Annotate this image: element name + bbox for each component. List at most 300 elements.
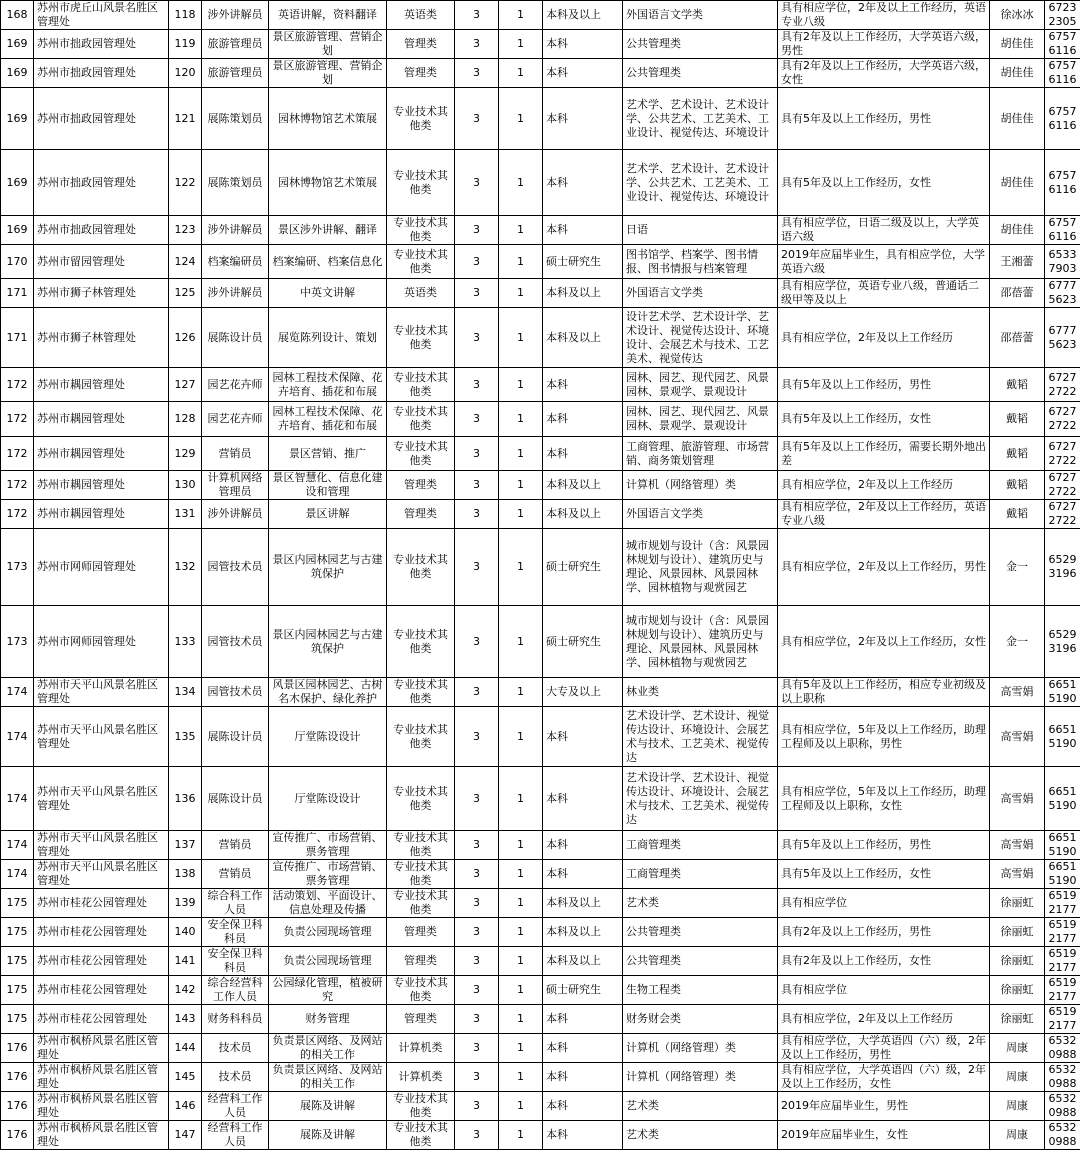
cell-count: 1 xyxy=(499,947,543,976)
cell-other: 具有相应学位 xyxy=(778,976,990,1005)
cell-contact: 金一 xyxy=(990,606,1045,678)
cell-unit: 苏州市拙政园管理处 xyxy=(34,30,169,59)
cell-duty: 活动策划、平面设计、信息处理及传播 xyxy=(269,889,387,918)
cell-contact: 胡佳佳 xyxy=(990,150,1045,216)
cell-edu: 本科及以上 xyxy=(543,500,623,529)
cell-unit: 苏州市枫桥风景名胜区管理处 xyxy=(34,1092,169,1121)
cell-ratio: 3 xyxy=(455,245,499,279)
cell-major: 公共管理类 xyxy=(623,59,778,88)
cell-other: 具有5年及以上工作经历，男性 xyxy=(778,368,990,402)
cell-pos-name: 涉外讲解员 xyxy=(202,216,269,245)
cell-pos-no: 144 xyxy=(169,1034,202,1063)
cell-count: 1 xyxy=(499,1092,543,1121)
cell-duty: 负责公园现场管理 xyxy=(269,918,387,947)
cell-category: 专业技术其他类 xyxy=(387,831,455,860)
cell-ratio: 3 xyxy=(455,59,499,88)
cell-ratio: 3 xyxy=(455,437,499,471)
cell-major: 艺术学、艺术设计、艺术设计学、公共艺术、工艺美术、工业设计、视觉传达、环境设计 xyxy=(623,88,778,150)
cell-major: 园林、园艺、现代园艺、风景园林、景观学、景观设计 xyxy=(623,402,778,437)
cell-edu: 本科 xyxy=(543,59,623,88)
cell-count: 1 xyxy=(499,1005,543,1034)
cell-count: 1 xyxy=(499,500,543,529)
cell-phone: 66515190 xyxy=(1045,678,1080,707)
table-row xyxy=(1,889,1080,918)
cell-duty: 景区营销、推广 xyxy=(269,437,387,471)
cell-pos-name: 展陈设计员 xyxy=(202,767,269,831)
cell-ratio: 3 xyxy=(455,678,499,707)
cell-count: 1 xyxy=(499,529,543,606)
cell-code: 175 xyxy=(1,947,34,976)
cell-pos-no: 132 xyxy=(169,529,202,606)
cell-other: 具有相应学位，2年及以上工作经历 xyxy=(778,1005,990,1034)
cell-unit: 苏州市留园管理处 xyxy=(34,245,169,279)
table-row xyxy=(1,529,1080,606)
cell-pos-no: 128 xyxy=(169,402,202,437)
cell-other: 具有5年及以上工作经历，需要长期外地出差 xyxy=(778,437,990,471)
cell-code: 173 xyxy=(1,529,34,606)
cell-contact: 高雪娟 xyxy=(990,678,1045,707)
cell-edu: 本科 xyxy=(543,767,623,831)
cell-duty: 园林博物馆艺术策展 xyxy=(269,88,387,150)
cell-edu: 本科及以上 xyxy=(543,471,623,500)
cell-contact: 徐冰冰 xyxy=(990,1,1045,30)
cell-pos-no: 136 xyxy=(169,767,202,831)
cell-category: 管理类 xyxy=(387,59,455,88)
table-row xyxy=(1,471,1080,500)
table-row xyxy=(1,947,1080,976)
cell-pos-no: 123 xyxy=(169,216,202,245)
cell-unit: 苏州市桂花公园管理处 xyxy=(34,976,169,1005)
cell-phone: 66515190 xyxy=(1045,831,1080,860)
cell-phone: 65192177 xyxy=(1045,1005,1080,1034)
cell-duty: 负责公园现场管理 xyxy=(269,947,387,976)
cell-count: 1 xyxy=(499,308,543,368)
cell-pos-no: 137 xyxy=(169,831,202,860)
cell-contact: 周康 xyxy=(990,1034,1045,1063)
cell-other: 具有相应学位，2年及以上工作经历，英语专业八级 xyxy=(778,500,990,529)
cell-contact: 徐丽虹 xyxy=(990,976,1045,1005)
cell-pos-name: 展陈策划员 xyxy=(202,88,269,150)
cell-pos-name: 综合经营科工作人员 xyxy=(202,976,269,1005)
cell-phone: 66515190 xyxy=(1045,860,1080,889)
cell-contact: 王湘蕾 xyxy=(990,245,1045,279)
table-row xyxy=(1,150,1080,216)
cell-pos-name: 园管技术员 xyxy=(202,606,269,678)
cell-major: 工商管理类 xyxy=(623,831,778,860)
cell-major: 园林、园艺、现代园艺、风景园林、景观学、景观设计 xyxy=(623,368,778,402)
cell-pos-name: 旅游管理员 xyxy=(202,30,269,59)
cell-category: 管理类 xyxy=(387,947,455,976)
cell-category: 管理类 xyxy=(387,500,455,529)
cell-major: 城市规划与设计（含：风景园林规划与设计）、建筑历史与理论、风景园林、风景园林学、园林植物与观赏园艺 xyxy=(623,606,778,678)
cell-code: 176 xyxy=(1,1063,34,1092)
cell-code: 172 xyxy=(1,402,34,437)
cell-contact: 高雪娟 xyxy=(990,831,1045,860)
cell-other: 具有相应学位，5年及以上工作经历，助理工程师及以上职称，女性 xyxy=(778,767,990,831)
table-row xyxy=(1,437,1080,471)
cell-pos-no: 139 xyxy=(169,889,202,918)
cell-code: 174 xyxy=(1,707,34,767)
cell-pos-no: 125 xyxy=(169,279,202,308)
cell-contact: 徐丽虹 xyxy=(990,947,1045,976)
cell-other: 具有相应学位，大学英语四（六）级，2年及以上工作经历，女性 xyxy=(778,1063,990,1092)
cell-code: 172 xyxy=(1,368,34,402)
cell-major: 外国语言文学类 xyxy=(623,279,778,308)
cell-other: 具有5年及以上工作经历，男性 xyxy=(778,88,990,150)
cell-unit: 苏州市拙政园管理处 xyxy=(34,216,169,245)
cell-code: 176 xyxy=(1,1034,34,1063)
cell-contact: 胡佳佳 xyxy=(990,216,1045,245)
cell-category: 管理类 xyxy=(387,471,455,500)
table-row xyxy=(1,606,1080,678)
table-row xyxy=(1,279,1080,308)
cell-edu: 本科 xyxy=(543,30,623,59)
cell-edu: 本科 xyxy=(543,1005,623,1034)
cell-code: 175 xyxy=(1,1005,34,1034)
cell-category: 专业技术其他类 xyxy=(387,707,455,767)
cell-pos-no: 124 xyxy=(169,245,202,279)
cell-pos-name: 园艺花卉师 xyxy=(202,402,269,437)
cell-category: 专业技术其他类 xyxy=(387,1092,455,1121)
cell-pos-no: 129 xyxy=(169,437,202,471)
cell-other: 具有相应学位，大学英语四（六）级，2年及以上工作经历，男性 xyxy=(778,1034,990,1063)
cell-pos-no: 130 xyxy=(169,471,202,500)
cell-count: 1 xyxy=(499,402,543,437)
cell-category: 专业技术其他类 xyxy=(387,437,455,471)
cell-major: 日语 xyxy=(623,216,778,245)
cell-code: 173 xyxy=(1,606,34,678)
cell-major: 艺术类 xyxy=(623,1121,778,1150)
cell-phone: 65320988 xyxy=(1045,1034,1080,1063)
cell-edu: 本科 xyxy=(543,402,623,437)
cell-major: 艺术类 xyxy=(623,1092,778,1121)
cell-duty: 展陈及讲解 xyxy=(269,1121,387,1150)
cell-edu: 硕士研究生 xyxy=(543,529,623,606)
cell-pos-no: 120 xyxy=(169,59,202,88)
cell-count: 1 xyxy=(499,279,543,308)
cell-phone: 65320988 xyxy=(1045,1121,1080,1150)
cell-code: 169 xyxy=(1,88,34,150)
cell-category: 管理类 xyxy=(387,1005,455,1034)
cell-phone: 67272722 xyxy=(1045,368,1080,402)
cell-count: 1 xyxy=(499,918,543,947)
cell-pos-name: 财务科科员 xyxy=(202,1005,269,1034)
table-row xyxy=(1,767,1080,831)
cell-category: 专业技术其他类 xyxy=(387,606,455,678)
cell-pos-no: 134 xyxy=(169,678,202,707)
cell-contact: 邵蓓蕾 xyxy=(990,308,1045,368)
cell-category: 专业技术其他类 xyxy=(387,767,455,831)
cell-category: 专业技术其他类 xyxy=(387,216,455,245)
cell-count: 1 xyxy=(499,767,543,831)
cell-other: 具有2年及以上工作经历，大学英语六级，女性 xyxy=(778,59,990,88)
cell-pos-no: 146 xyxy=(169,1092,202,1121)
cell-phone: 65192177 xyxy=(1045,947,1080,976)
cell-other: 具有相应学位，英语专业八级，普通话二级甲等及以上 xyxy=(778,279,990,308)
cell-pos-name: 经营科工作人员 xyxy=(202,1092,269,1121)
cell-ratio: 3 xyxy=(455,767,499,831)
cell-edu: 本科 xyxy=(543,1063,623,1092)
cell-major: 公共管理类 xyxy=(623,918,778,947)
cell-major: 艺术类 xyxy=(623,889,778,918)
cell-pos-name: 园艺花卉师 xyxy=(202,368,269,402)
cell-ratio: 3 xyxy=(455,1,499,30)
cell-phone: 65337903 xyxy=(1045,245,1080,279)
cell-ratio: 3 xyxy=(455,1121,499,1150)
cell-contact: 戴韬 xyxy=(990,368,1045,402)
cell-edu: 本科 xyxy=(543,437,623,471)
cell-unit: 苏州市网师园管理处 xyxy=(34,606,169,678)
cell-phone: 65293196 xyxy=(1045,529,1080,606)
cell-duty: 园林博物馆艺术策展 xyxy=(269,150,387,216)
cell-other: 具有相应学位，2年及以上工作经历 xyxy=(778,471,990,500)
table-row xyxy=(1,245,1080,279)
cell-pos-no: 122 xyxy=(169,150,202,216)
cell-unit: 苏州市拙政园管理处 xyxy=(34,59,169,88)
cell-contact: 高雪娟 xyxy=(990,767,1045,831)
cell-contact: 徐丽虹 xyxy=(990,889,1045,918)
cell-code: 174 xyxy=(1,678,34,707)
table-row xyxy=(1,976,1080,1005)
cell-pos-no: 142 xyxy=(169,976,202,1005)
cell-unit: 苏州市耦园管理处 xyxy=(34,402,169,437)
cell-contact: 周康 xyxy=(990,1121,1045,1150)
cell-phone: 66515190 xyxy=(1045,707,1080,767)
cell-duty: 园林工程技术保障、花卉培育、插花和布展 xyxy=(269,402,387,437)
cell-pos-no: 119 xyxy=(169,30,202,59)
cell-ratio: 3 xyxy=(455,976,499,1005)
cell-phone: 67272722 xyxy=(1045,402,1080,437)
cell-code: 169 xyxy=(1,150,34,216)
cell-other: 2019年应届毕业生，女性 xyxy=(778,1121,990,1150)
cell-unit: 苏州市天平山风景名胜区管理处 xyxy=(34,831,169,860)
cell-category: 专业技术其他类 xyxy=(387,889,455,918)
cell-edu: 本科 xyxy=(543,368,623,402)
cell-code: 176 xyxy=(1,1121,34,1150)
cell-contact: 周康 xyxy=(990,1063,1045,1092)
table-body xyxy=(1,1,1080,1150)
cell-duty: 负责景区网络、及网站的相关工作 xyxy=(269,1034,387,1063)
cell-edu: 本科及以上 xyxy=(543,947,623,976)
cell-major: 生物工程类 xyxy=(623,976,778,1005)
cell-contact: 徐丽虹 xyxy=(990,918,1045,947)
cell-category: 计算机类 xyxy=(387,1034,455,1063)
cell-code: 174 xyxy=(1,831,34,860)
cell-duty: 景区讲解 xyxy=(269,500,387,529)
cell-count: 1 xyxy=(499,1063,543,1092)
cell-major: 外国语言文学类 xyxy=(623,1,778,30)
cell-edu: 硕士研究生 xyxy=(543,606,623,678)
cell-code: 168 xyxy=(1,1,34,30)
cell-unit: 苏州市拙政园管理处 xyxy=(34,150,169,216)
cell-code: 174 xyxy=(1,767,34,831)
cell-phone: 65320988 xyxy=(1045,1063,1080,1092)
table-row xyxy=(1,88,1080,150)
cell-phone: 65192177 xyxy=(1045,976,1080,1005)
cell-duty: 英语讲解，资料翻译 xyxy=(269,1,387,30)
cell-count: 1 xyxy=(499,1034,543,1063)
cell-other: 具有2年及以上工作经历，大学英语六级，男性 xyxy=(778,30,990,59)
cell-category: 专业技术其他类 xyxy=(387,860,455,889)
cell-unit: 苏州市天平山风景名胜区管理处 xyxy=(34,767,169,831)
cell-duty: 负责景区网络、及网站的相关工作 xyxy=(269,1063,387,1092)
cell-pos-name: 涉外讲解员 xyxy=(202,500,269,529)
cell-ratio: 3 xyxy=(455,279,499,308)
cell-other: 具有5年及以上工作经历，女性 xyxy=(778,402,990,437)
table-row xyxy=(1,1034,1080,1063)
cell-major: 图书馆学、档案学、图书情报、图书情报与档案管理 xyxy=(623,245,778,279)
cell-ratio: 3 xyxy=(455,947,499,976)
cell-ratio: 3 xyxy=(455,368,499,402)
cell-contact: 戴韬 xyxy=(990,471,1045,500)
cell-code: 169 xyxy=(1,30,34,59)
cell-count: 1 xyxy=(499,1,543,30)
cell-pos-name: 技术员 xyxy=(202,1063,269,1092)
cell-unit: 苏州市桂花公园管理处 xyxy=(34,947,169,976)
cell-other: 具有相应学位 xyxy=(778,889,990,918)
cell-ratio: 3 xyxy=(455,1005,499,1034)
cell-pos-name: 展陈设计员 xyxy=(202,707,269,767)
cell-unit: 苏州市桂花公园管理处 xyxy=(34,1005,169,1034)
cell-duty: 园林工程技术保障、花卉培育、插花和布展 xyxy=(269,368,387,402)
cell-contact: 金一 xyxy=(990,529,1045,606)
cell-contact: 周康 xyxy=(990,1092,1045,1121)
cell-edu: 本科 xyxy=(543,150,623,216)
cell-ratio: 3 xyxy=(455,831,499,860)
cell-code: 175 xyxy=(1,976,34,1005)
cell-ratio: 3 xyxy=(455,500,499,529)
cell-category: 专业技术其他类 xyxy=(387,150,455,216)
cell-contact: 徐丽虹 xyxy=(990,1005,1045,1034)
cell-code: 171 xyxy=(1,279,34,308)
cell-code: 172 xyxy=(1,500,34,529)
cell-code: 170 xyxy=(1,245,34,279)
cell-phone: 65293196 xyxy=(1045,606,1080,678)
cell-other: 2019年应届毕业生，具有相应学位，大学英语六级 xyxy=(778,245,990,279)
cell-duty: 风景区园林园艺、古树名木保护、绿化养护 xyxy=(269,678,387,707)
table-row xyxy=(1,1121,1080,1150)
cell-category: 管理类 xyxy=(387,30,455,59)
cell-unit: 苏州市枫桥风景名胜区管理处 xyxy=(34,1121,169,1150)
cell-edu: 本科及以上 xyxy=(543,1,623,30)
cell-ratio: 3 xyxy=(455,1034,499,1063)
cell-ratio: 3 xyxy=(455,1063,499,1092)
cell-duty: 展陈及讲解 xyxy=(269,1092,387,1121)
cell-contact: 邵蓓蕾 xyxy=(990,279,1045,308)
table-row xyxy=(1,831,1080,860)
cell-duty: 厅堂陈设设计 xyxy=(269,707,387,767)
table-row xyxy=(1,1005,1080,1034)
cell-phone: 67775623 xyxy=(1045,279,1080,308)
cell-edu: 本科及以上 xyxy=(543,279,623,308)
cell-category: 专业技术其他类 xyxy=(387,308,455,368)
cell-pos-no: 143 xyxy=(169,1005,202,1034)
cell-edu: 本科 xyxy=(543,1092,623,1121)
cell-pos-name: 涉外讲解员 xyxy=(202,1,269,30)
cell-unit: 苏州市拙政园管理处 xyxy=(34,88,169,150)
cell-duty: 展览陈列设计、策划 xyxy=(269,308,387,368)
cell-ratio: 3 xyxy=(455,707,499,767)
table-row xyxy=(1,59,1080,88)
cell-ratio: 3 xyxy=(455,606,499,678)
cell-unit: 苏州市天平山风景名胜区管理处 xyxy=(34,678,169,707)
cell-count: 1 xyxy=(499,30,543,59)
cell-pos-no: 141 xyxy=(169,947,202,976)
cell-duty: 景区涉外讲解、翻译 xyxy=(269,216,387,245)
cell-major: 计算机（网络管理）类 xyxy=(623,1034,778,1063)
cell-unit: 苏州市耦园管理处 xyxy=(34,500,169,529)
cell-pos-name: 园管技术员 xyxy=(202,529,269,606)
cell-duty: 厅堂陈设设计 xyxy=(269,767,387,831)
cell-edu: 硕士研究生 xyxy=(543,976,623,1005)
cell-contact: 胡佳佳 xyxy=(990,59,1045,88)
cell-pos-no: 140 xyxy=(169,918,202,947)
cell-pos-no: 118 xyxy=(169,1,202,30)
cell-unit: 苏州市天平山风景名胜区管理处 xyxy=(34,707,169,767)
cell-pos-name: 安全保卫科科员 xyxy=(202,918,269,947)
cell-count: 1 xyxy=(499,368,543,402)
cell-count: 1 xyxy=(499,150,543,216)
cell-ratio: 3 xyxy=(455,30,499,59)
cell-edu: 硕士研究生 xyxy=(543,245,623,279)
cell-pos-name: 营销员 xyxy=(202,437,269,471)
cell-other: 具有相应学位，日语二级及以上，大学英语六级 xyxy=(778,216,990,245)
cell-unit: 苏州市虎丘山风景名胜区管理处 xyxy=(34,1,169,30)
cell-pos-name: 展陈设计员 xyxy=(202,308,269,368)
table-row xyxy=(1,1063,1080,1092)
cell-edu: 本科及以上 xyxy=(543,889,623,918)
cell-phone: 67576116 xyxy=(1045,88,1080,150)
cell-code: 171 xyxy=(1,308,34,368)
cell-ratio: 3 xyxy=(455,308,499,368)
cell-pos-name: 计算机网络管理员 xyxy=(202,471,269,500)
cell-pos-no: 138 xyxy=(169,860,202,889)
cell-pos-name: 旅游管理员 xyxy=(202,59,269,88)
cell-edu: 本科 xyxy=(543,216,623,245)
cell-category: 专业技术其他类 xyxy=(387,678,455,707)
cell-phone: 67576116 xyxy=(1045,216,1080,245)
cell-major: 艺术设计学、艺术设计、视觉传达设计、环境设计、会展艺术与技术、工艺美术、视觉传达 xyxy=(623,707,778,767)
cell-duty: 宣传推广、市场营销、票务管理 xyxy=(269,860,387,889)
cell-phone: 67272722 xyxy=(1045,500,1080,529)
cell-contact: 戴韬 xyxy=(990,500,1045,529)
cell-phone: 65320988 xyxy=(1045,1092,1080,1121)
cell-ratio: 3 xyxy=(455,860,499,889)
cell-edu: 本科 xyxy=(543,707,623,767)
cell-pos-name: 营销员 xyxy=(202,860,269,889)
cell-count: 1 xyxy=(499,707,543,767)
table-row xyxy=(1,1,1080,30)
cell-edu: 本科及以上 xyxy=(543,308,623,368)
cell-ratio: 3 xyxy=(455,150,499,216)
cell-major: 艺术设计学、艺术设计、视觉传达设计、环境设计、会展艺术与技术、工艺美术、视觉传达 xyxy=(623,767,778,831)
cell-phone: 65192177 xyxy=(1045,889,1080,918)
cell-phone: 67576116 xyxy=(1045,30,1080,59)
cell-category: 专业技术其他类 xyxy=(387,245,455,279)
cell-other: 具有5年及以上工作经历，相应专业初级及以上职称 xyxy=(778,678,990,707)
cell-other: 具有5年及以上工作经历，女性 xyxy=(778,860,990,889)
cell-edu: 本科 xyxy=(543,1121,623,1150)
cell-edu: 本科 xyxy=(543,88,623,150)
table-row xyxy=(1,30,1080,59)
cell-major: 城市规划与设计（含：风景园林规划与设计）、建筑历史与理论、风景园林、风景园林学、园林植物与观赏园艺 xyxy=(623,529,778,606)
table-row xyxy=(1,216,1080,245)
cell-major: 公共管理类 xyxy=(623,947,778,976)
cell-category: 英语类 xyxy=(387,1,455,30)
cell-contact: 胡佳佳 xyxy=(990,88,1045,150)
cell-edu: 本科 xyxy=(543,1034,623,1063)
cell-unit: 苏州市网师园管理处 xyxy=(34,529,169,606)
